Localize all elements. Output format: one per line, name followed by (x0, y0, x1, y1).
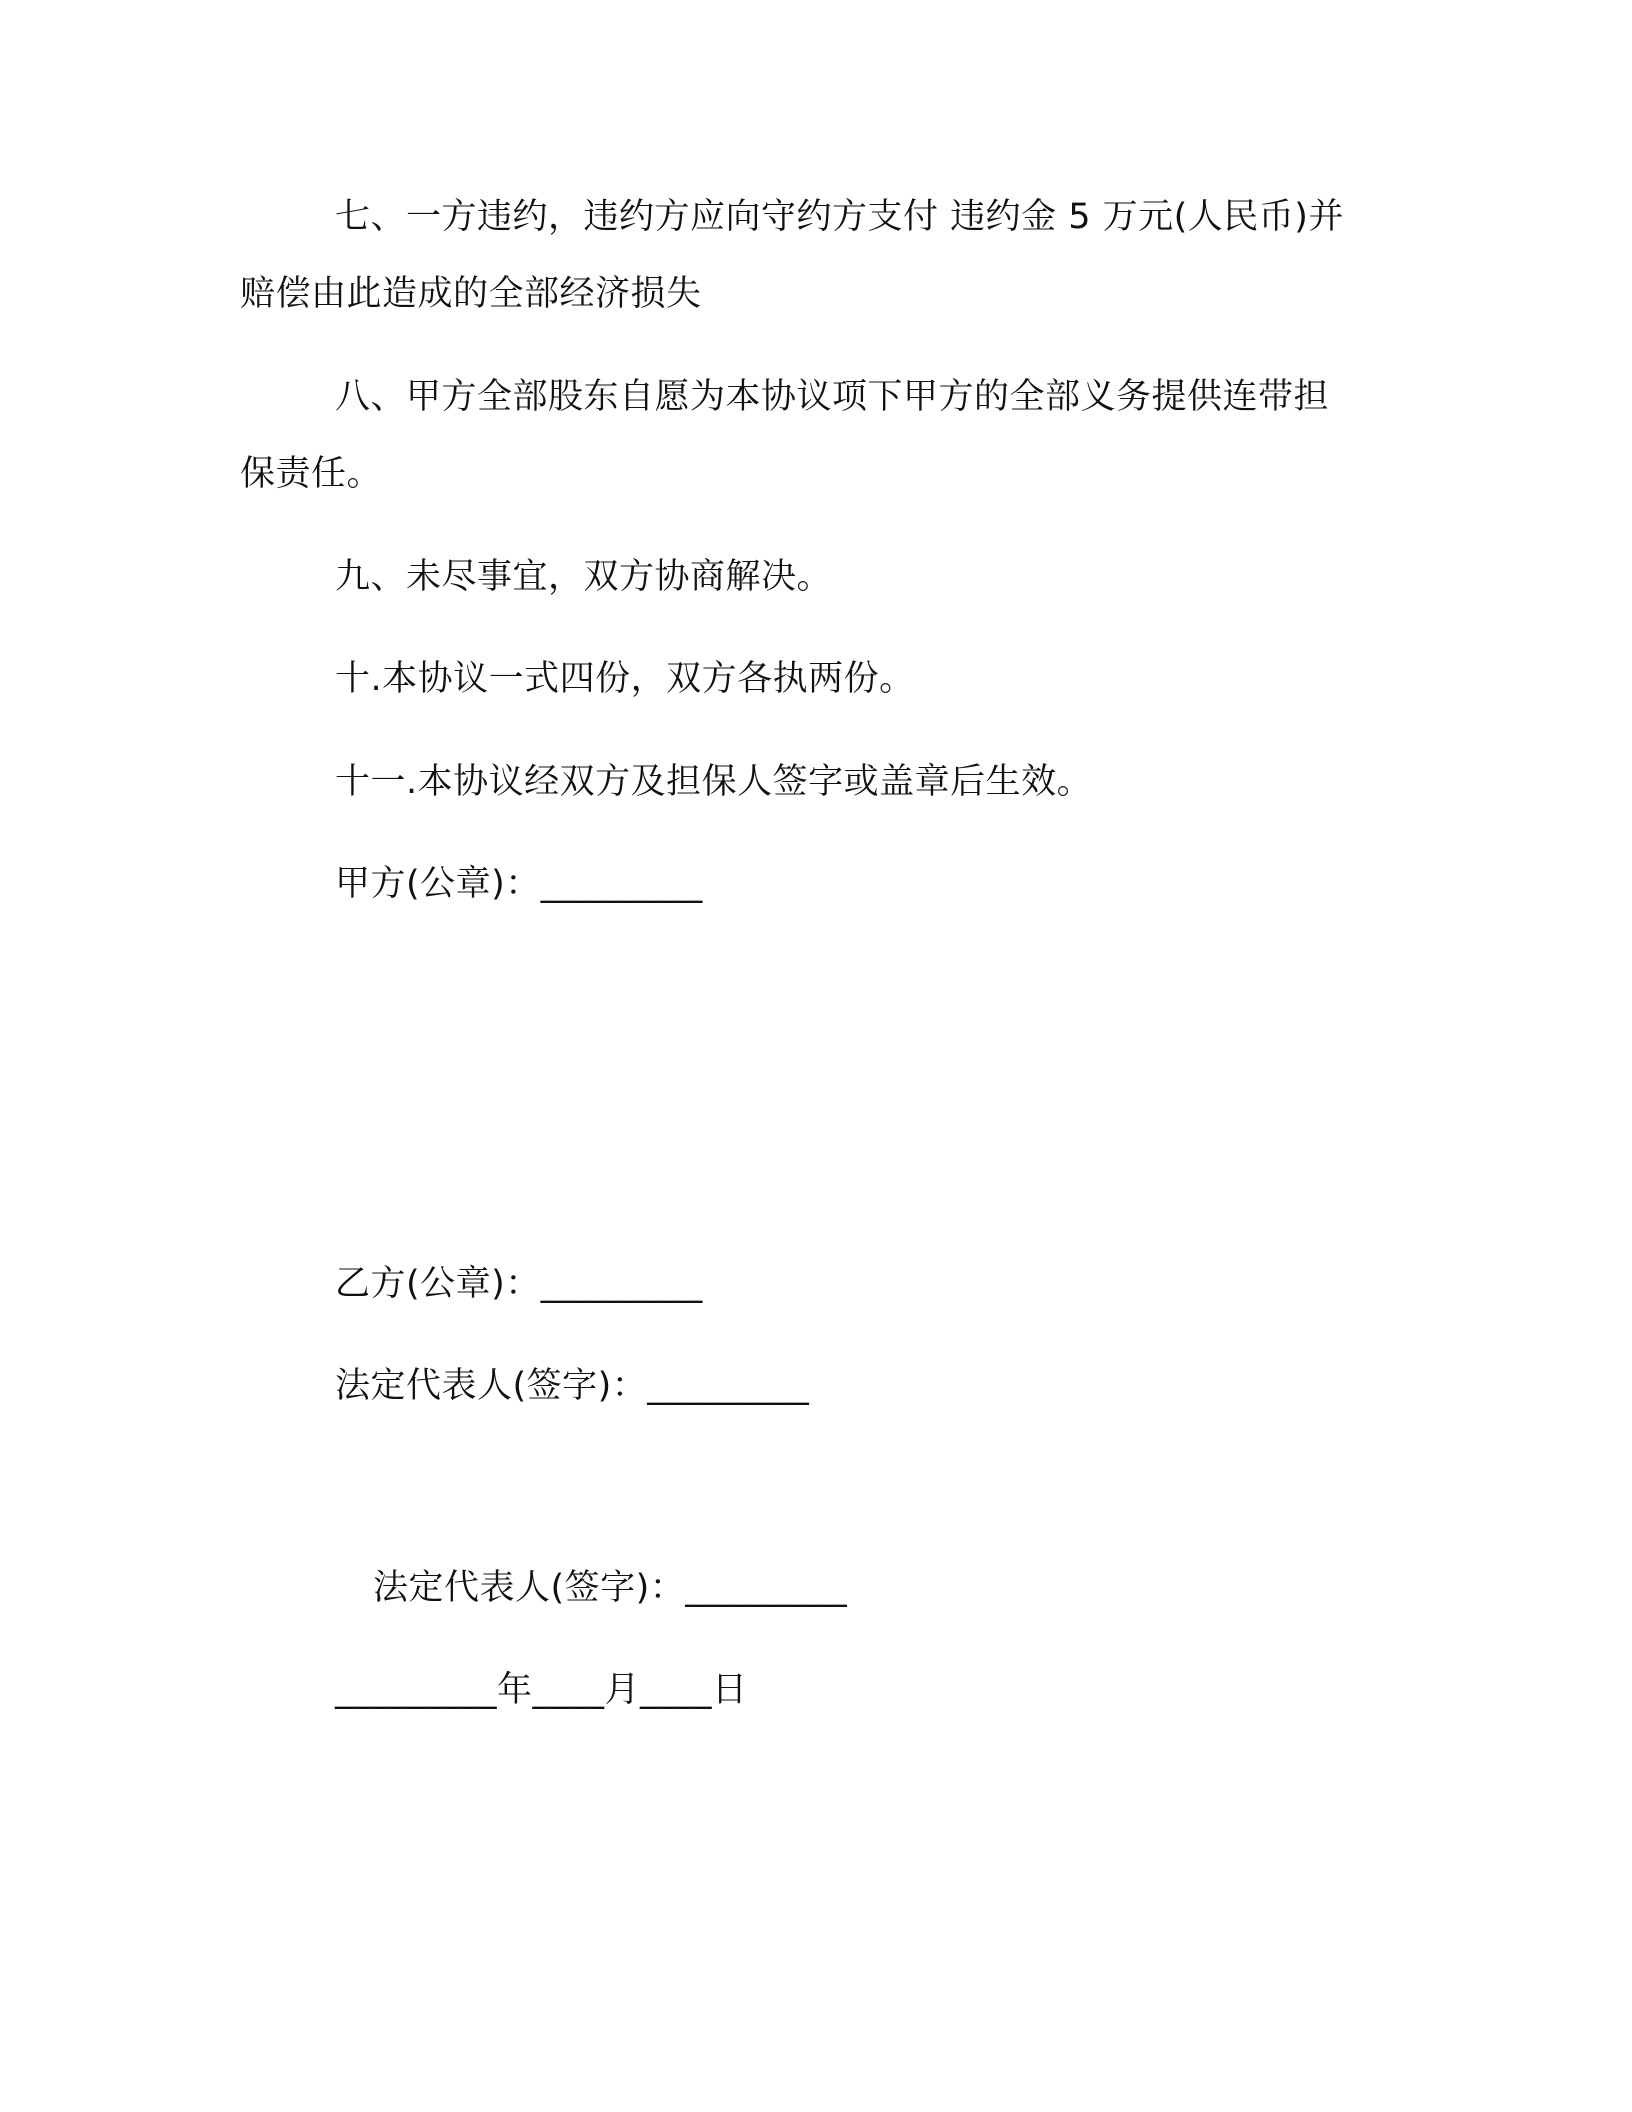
clause-seven-line2: 赔偿由此造成的全部经济损失 (240, 274, 702, 314)
party-b-seal: 乙方(公章)：_________ (335, 1264, 703, 1304)
clause-eleven: 十一.本协议经双方及担保人签字或盖章后生效。 (335, 762, 1093, 802)
clause-eight-line1: 八、甲方全部股东自愿为本协议项下甲方的全部义务提供连带担 (335, 377, 1330, 417)
clause-eight-line2: 保责任。 (240, 454, 383, 494)
clause-ten: 十.本协议一式四份，双方各执两份。 (335, 659, 915, 699)
legal-rep-signature-1: 法定代表人(签字)：_________ (335, 1366, 810, 1406)
signing-date: _________年____月____日 (335, 1670, 748, 1710)
legal-rep-signature-2: 法定代表人(签字)：_________ (373, 1568, 848, 1608)
clause-seven-line1: 七、一方违约，违约方应向守约方支付 违约金 5 万元(人民币)并 (335, 197, 1344, 237)
clause-nine: 九、未尽事宜，双方协商解决。 (335, 557, 833, 597)
party-a-seal: 甲方(公章)：_________ (335, 864, 703, 904)
